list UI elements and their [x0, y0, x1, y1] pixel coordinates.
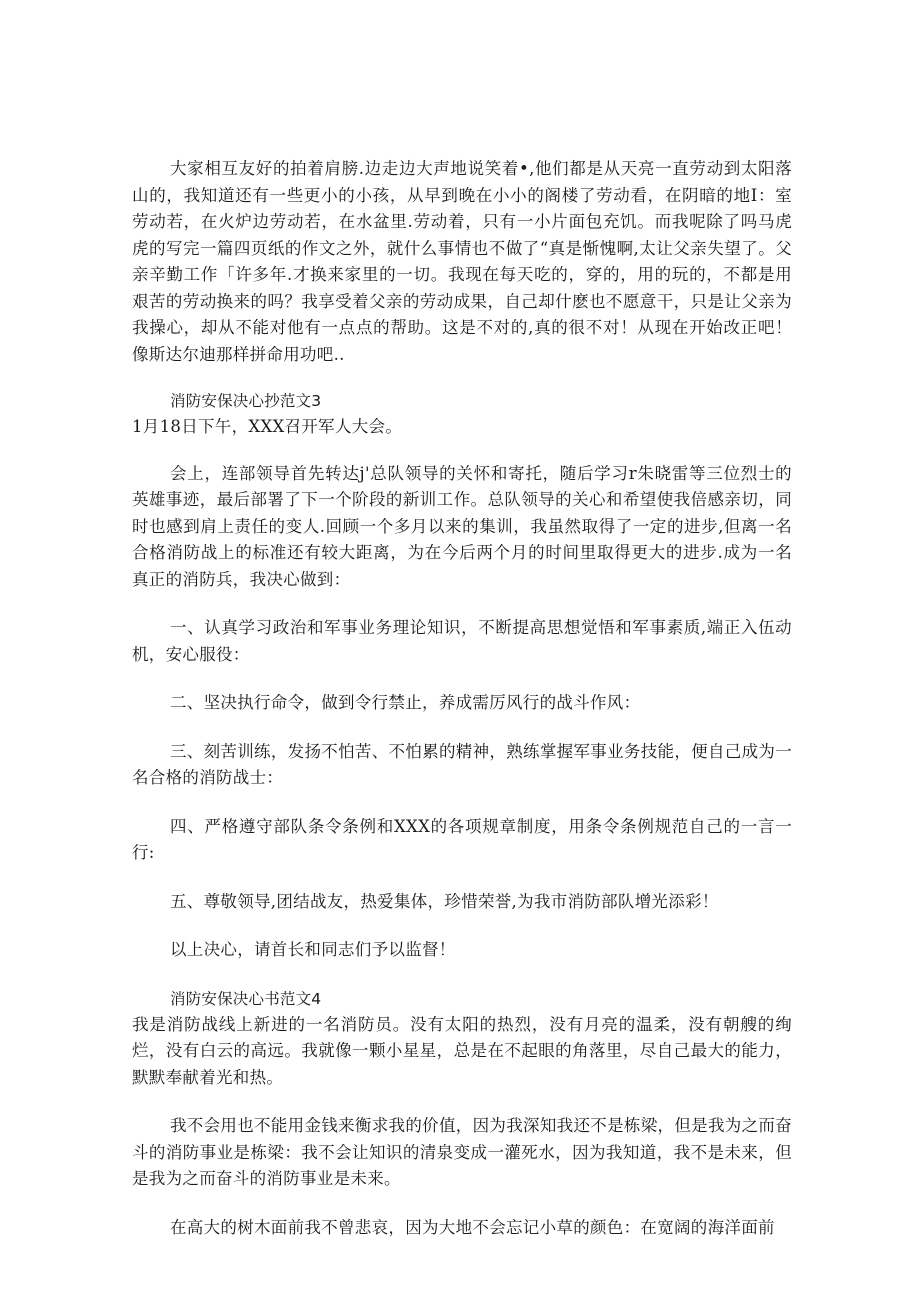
pledge-item-3: 三、刻苦训练，发扬不怕苦、不怕累的精神，熟练掌握军事业务技能，便自己成为一名合格的消防战士： [132, 741, 792, 787]
paragraph-father-labor: 大家相互友好的拍着肩膀.边走边大声地说笑着•,他们都是从天亮一直劳动到太阳落山的，我知道还有一些更小的小孩，从早到晚在小小的阁楼了劳动看，在阴暗的地I：室劳动若，在火炉边劳动若，在水盆里.劳动着，只有一小片面包充饥。而我呢除了吗马虎虎的写完一篇四页纸的作文之外，就什么事情也不做了“真是惭愧啊,太让父亲失望了。父亲辛勤工作「许多年.才换来家里的一切。我现在每天吃的，穿的，用的玩的，不都是用艰苦的劳动换来的吗？我享受着父亲的劳动成果，自己却什麽也不愿意干，只是让父亲为我操心，却从不能对他有一点点的帮助。这是不对的,真的很不对！从现在开始改正吧！像斯达尔迪那样拼命用功吧.. [132, 159, 792, 364]
section-heading-3: 消防安保决心抄范文3 [170, 392, 322, 410]
paragraph-value: 我不会用也不能用金钱来衡求我的价值，因为我深知我还不是栋梁，但是我为之而奋斗的消防事业是栋梁：我不会让知识的清泉变成一灌死水，因为我知道，我不是未来，但是我为之而奋斗的消防事业是未来。 [132, 1116, 792, 1188]
pledge-item-5: 五、尊敬领导,团结战友，热爱集体，珍惜荣誉,为我市消防部队增光添彩！ [170, 891, 719, 911]
pledge-item-1: 一、认真学习政治和军事业务理论知识，不断提高思想觉悟和军事素质,端正入伍动机，安心服役： [132, 618, 792, 664]
paragraph-meeting-content: 会上，连部领导首先转达j'总队领导的关怀和寄托，随后学习r朱晓雷等三位烈士的英雄事迹，最后部署了下一个阶段的新训工作。总队领导的关心和希望使我倍感亲切，同时也感到肩上责任的变人.回顾一个多月以来的集训，我虽然取得了一定的进步,但离一名合格消防战上的标准还有较大距离，为在今后两个月的时间里取得更大的进步.成为一名真正的消防兵，我决心做到： [132, 463, 792, 589]
pledge-item-4: 四、严格遵守部队条令条例和XXX的各项规章制度，用条令条例规范自己的一言一行: [132, 816, 792, 862]
section-heading-4: 消防安保决心书范文4 [170, 989, 322, 1008]
paragraph-new-firefighter: 我是消防战线上新进的一名消防员。没有太阳的热烈，没有月亮的温柔，没有朝艘的绚烂，没有白云的高远。我就像一颗小星星，总是在不起眼的角落里，尽自己最大的能力，默默奉献着光和热。 [132, 1014, 792, 1087]
paragraph-meeting-date: 1月18日下午，XXX召开军人大会。 [132, 417, 403, 436]
pledge-item-2: 二、坚决执行命令，做到令行禁止，养成需厉风行的战斗作风： [170, 693, 641, 712]
document-page [132, 156, 792, 1241]
paragraph-tall-trees: 在高大的树木面前我不曾悲哀，因为大地不会忘记小草的颜色：在宽阔的海洋面前 [170, 1217, 775, 1237]
pledge-closing: 以上决心，请首长和同志们予以监督！ [170, 940, 456, 959]
